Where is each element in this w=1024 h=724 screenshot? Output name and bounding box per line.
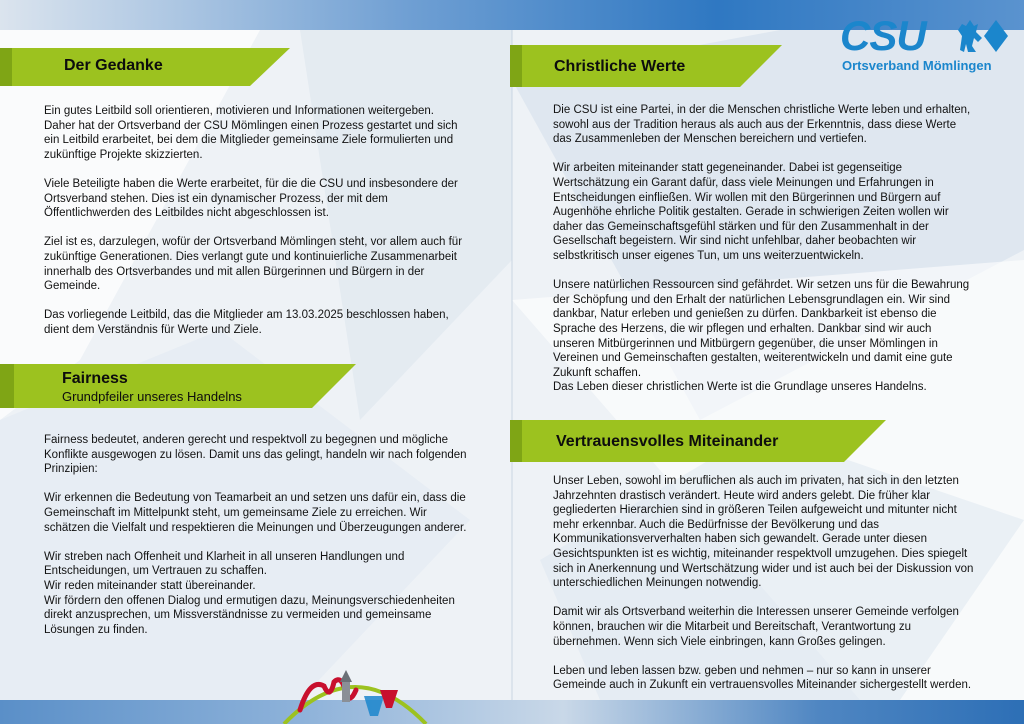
logo-brand: CSU — [840, 12, 926, 59]
paragraph: Wir streben nach Offenheit und Klarheit in all unseren Handlungen und Entscheidungen, um Vertrauen zu schaffen. — [44, 550, 405, 578]
paragraph: Damit wir als Ortsverband weiterhin die Interessen unserer Gemeinde verfolgen können, brauchen wir die Mitarbeit und Bereitschaft, Verantwortung zu übernehmen. Wenn sich Viele einbringen, kann Großes gelingen. — [553, 606, 959, 648]
section-subtitle: Grundpfeiler unseres Handelns — [62, 389, 242, 404]
line: Wir fördern den offenen Dialog und ermutigen dazu, Meinungsverschiedenheiten direkt anzusprechen, um Missverständnisse zu vermeiden und gemeinsame Lösungen zu finden. — [44, 594, 455, 636]
fairness-text — [44, 433, 468, 637]
paragraph: Unser Leben, sowohl im beruflichen als auch im privaten, hat sich in den letzten Jahrzehnten drastisch verändert. Heute wird anders gelebt. Die früher klar gegliederten Hierarchien sind in größeren Teilen aufgeweicht und mitunter nicht mehr erkennbar. Auch die Bedürfnisse der Bevölkerung und das Kommunikationsververhalten haben sich gewandelt. Gerade unter diesen Gesichtspunkten ist es wichtig, miteinander respektvoll umzugehen. Dies spiegelt sich in Anerkennung und Wertschätzung wider und ist auch bei der Diskussion von unterschiedlichen Meinungen notwendig. — [553, 475, 974, 590]
paragraph: Das vorliegende Leitbild, das die Mitglieder am 13.03.2025 beschlossen haben, dient dem Verständnis für Werte und Ziele. — [44, 309, 449, 336]
paragraph: Ein gutes Leitbild soll orientieren, motivieren und Informationen weitergeben. Daher hat der Ortsverband der CSU Mömlingen einen Prozess gestartet und sich ein Leitbild erarbeitet, bei dem die Mitglieder gemeinsame Ziele formulierten und zukünftige Projekte skizzierten. — [44, 105, 458, 161]
section-title: Christliche Werte — [554, 58, 686, 75]
paragraph: Viele Beteiligte haben die Werte erarbeitet, für die die CSU und insbesondere der Ortsverband stehen. Dies ist ein dynamischer Prozess, der mit dem Öffentlichwerden des Leitbildes nicht abgeschlossen ist. — [44, 177, 458, 220]
paragraph: Ziel ist es, darzulegen, wofür der Ortsverband Mömlingen steht, vor allem auch für zukünftige Generationen. Dies verlangt gute und kontinuierliche Zusammenarbeit innerhalb des Ortsverbandes und mit allen Bürgerinnen und Bürgern in der Gemeinde. — [44, 236, 463, 293]
line: Wir reden miteinander statt übereinander. — [44, 579, 256, 592]
section-title: Fairness — [62, 370, 128, 387]
csu-logo — [838, 10, 1013, 78]
ribbon-fairness — [0, 364, 356, 408]
logo-org: Ortsverband Mömlingen — [842, 58, 992, 73]
paragraph: Die CSU ist eine Partei, in der die Menschen christliche Werte leben und erhalten, sowohl aus der Tradition heraus als auch aus der Erkenntnis, dass diese Werte das Zusammenleben der Menschen bereichern und vertiefen. — [553, 104, 971, 146]
bottom-band — [0, 700, 1024, 724]
moemlingen-emblem — [280, 660, 430, 724]
ribbon-der-gedanke — [0, 46, 290, 86]
ribbon-christliche-werte — [510, 45, 782, 87]
vertrauen-text — [553, 474, 975, 693]
paragraph: Leben und leben lassen bzw. geben und nehmen – nur so kann in unserer Gemeinde auch in Zukunft ein vertrauensvolles Miteinander sichergestellt werden. — [553, 664, 972, 692]
ribbon-vertrauensvolles-miteinander — [510, 420, 886, 462]
paragraph: Wir erkennen die Bedeutung von Teamarbeit an und setzen uns dafür ein, dass die Gemeinschaft im Mittelpunkt steht, um gemeinsame Ziele zu erreichen. Wir schätzen die Vielfalt und respektieren die Meinungen und Überzeugungen anderer. — [44, 492, 467, 534]
gedanke-text — [44, 104, 468, 352]
lion-rhombus-icon — [952, 16, 1012, 56]
paragraph: Unsere natürlichen Ressourcen sind gefährdet. Wir setzen uns für die Bewahrung der Schöpfung und den Erhalt der natürlichen Lebensgrundlagen ein. Wir sind dankbar, Natur erleben und genießen zu dürfen. Dankbarkeit ist ebenso die Sprache des Herzens, die wir pflegen und erhalten. Dankbar sind wir auch unseren Mitbürgerinnen und Mitbürgern gegenüber, die unser Mömlingen in Vereinen und Gemeinschaften gestalten, weiterentwickeln und damit eine gute Zukunft schaffen. — [553, 279, 970, 379]
paragraph: Fairness bedeutet, anderen gerecht und respektvoll zu begegnen und mögliche Konflikte ausgewogen zu lösen. Damit uns das gelingt, handeln wir nach folgenden Prinzipien: — [44, 434, 467, 476]
section-title: Der Gedanke — [64, 57, 163, 74]
section-title: Vertrauensvolles Miteinander — [556, 433, 779, 450]
paragraph: Wir arbeiten miteinander statt gegeneinander. Dabei ist gegenseitige Wertschätzung ein Garant dafür, dass viele Meinungen und Erfahrungen in Entscheidungen einfließen. Wir wollen mit den Bürgerinnen und Bürgern auf Augenhöhe ehrliche Politik gestalten. Gerade in schwierigen Zeiten wollen wir daher das Gemeinschaftsgefühl stärken und für den Zusammenhalt in der Gesellschaft begeistern. Wir sind nicht unfehlbar, daher beobachten wir selbstkritisch unser eigenes Tun, um uns weiterzuentwickeln. — [553, 162, 949, 262]
closing-line: Das Leben dieser christlichen Werte ist die Grundlage unseres Handelns. — [553, 381, 927, 394]
christlich-text — [553, 103, 975, 395]
